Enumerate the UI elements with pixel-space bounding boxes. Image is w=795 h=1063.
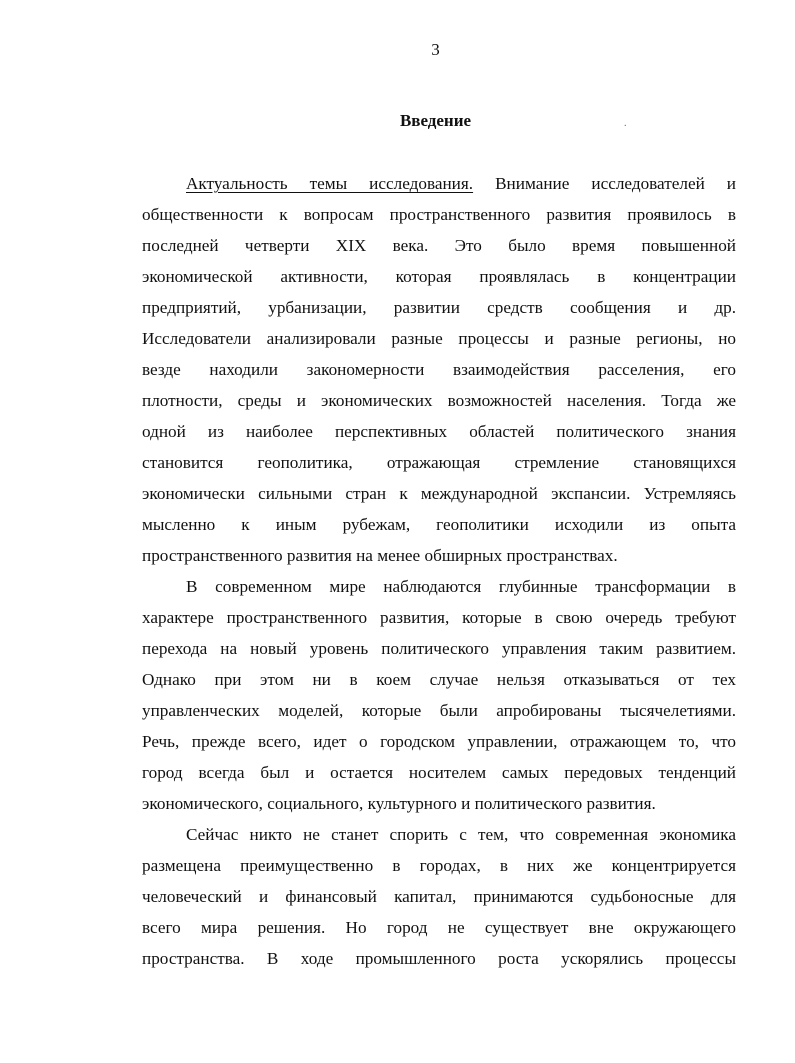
text-line: плотности, среды и экономических возможностей населения. Тогда же: [142, 391, 736, 410]
text-line: Однако при этом ни в коем случае нельзя отказываться от тех: [142, 670, 736, 689]
text-line: город всегда был и остается носителем самых передовых тенденций: [142, 763, 736, 782]
text-line: везде находили закономерности взаимодействия расселения, его: [142, 360, 736, 379]
text-line: предприятий, урбанизации, развитии средств сообщения и др.: [142, 298, 736, 317]
text-line: общественности к вопросам пространственного развития проявилось в: [142, 205, 736, 224]
text-line: пространственного развития на менее обширных пространствах.: [142, 546, 618, 565]
text-line: экономической активности, которая проявлялась в концентрации: [142, 267, 736, 286]
text-line: последней четверти XIX века. Это было время повышенной: [142, 236, 736, 255]
text-line: характере пространственного развития, которые в свою очередь требуют: [142, 608, 736, 627]
section-heading: Введение: [399, 111, 472, 130]
text-line: человеческий и финансовый капитал, принимаются судьбоносные для: [142, 887, 736, 906]
text-line: пространства. В ходе промышленного роста ускорялись процессы: [142, 949, 736, 968]
text-line: Актуальность темы исследования. Внимание исследователей и: [186, 174, 736, 193]
page-number: 3: [431, 40, 440, 59]
text-line: размещена преимущественно в городах, в них же концентрируется: [142, 856, 736, 875]
text-line: экономического, социального, культурного и политического развития.: [142, 794, 656, 813]
text-line: одной из наиболее перспективных областей политического знания: [142, 422, 736, 441]
text-line: Сейчас никто не станет спорить с тем, что современная экономика: [186, 825, 736, 844]
stray-mark: .: [624, 118, 627, 129]
text-line: Исследователи анализировали разные процессы и разные регионы, но: [142, 329, 736, 348]
text-line: становится геополитика, отражающая стремление становящихся: [142, 453, 736, 472]
body-text: [142, 168, 736, 974]
text-line: всего мира решения. Но город не существует вне окружающего: [142, 918, 736, 937]
text-line: В современном мире наблюдаются глубинные трансформации в: [186, 577, 736, 596]
text-line: управленческих моделей, которые были апробированы тысячелетиями.: [142, 701, 736, 720]
text-line: перехода на новый уровень политического управления таким развитием.: [142, 639, 736, 658]
topic-relevance-lead: Актуальность темы исследования.: [186, 174, 474, 193]
text-line: Речь, прежде всего, идет о городском управлении, отражающем то, что: [142, 732, 736, 751]
text-line: экономически сильными стран к международной экспансии. Устремляясь: [142, 484, 736, 503]
text-line: мысленно к иным рубежам, геополитики исходили из опыта: [142, 515, 736, 534]
